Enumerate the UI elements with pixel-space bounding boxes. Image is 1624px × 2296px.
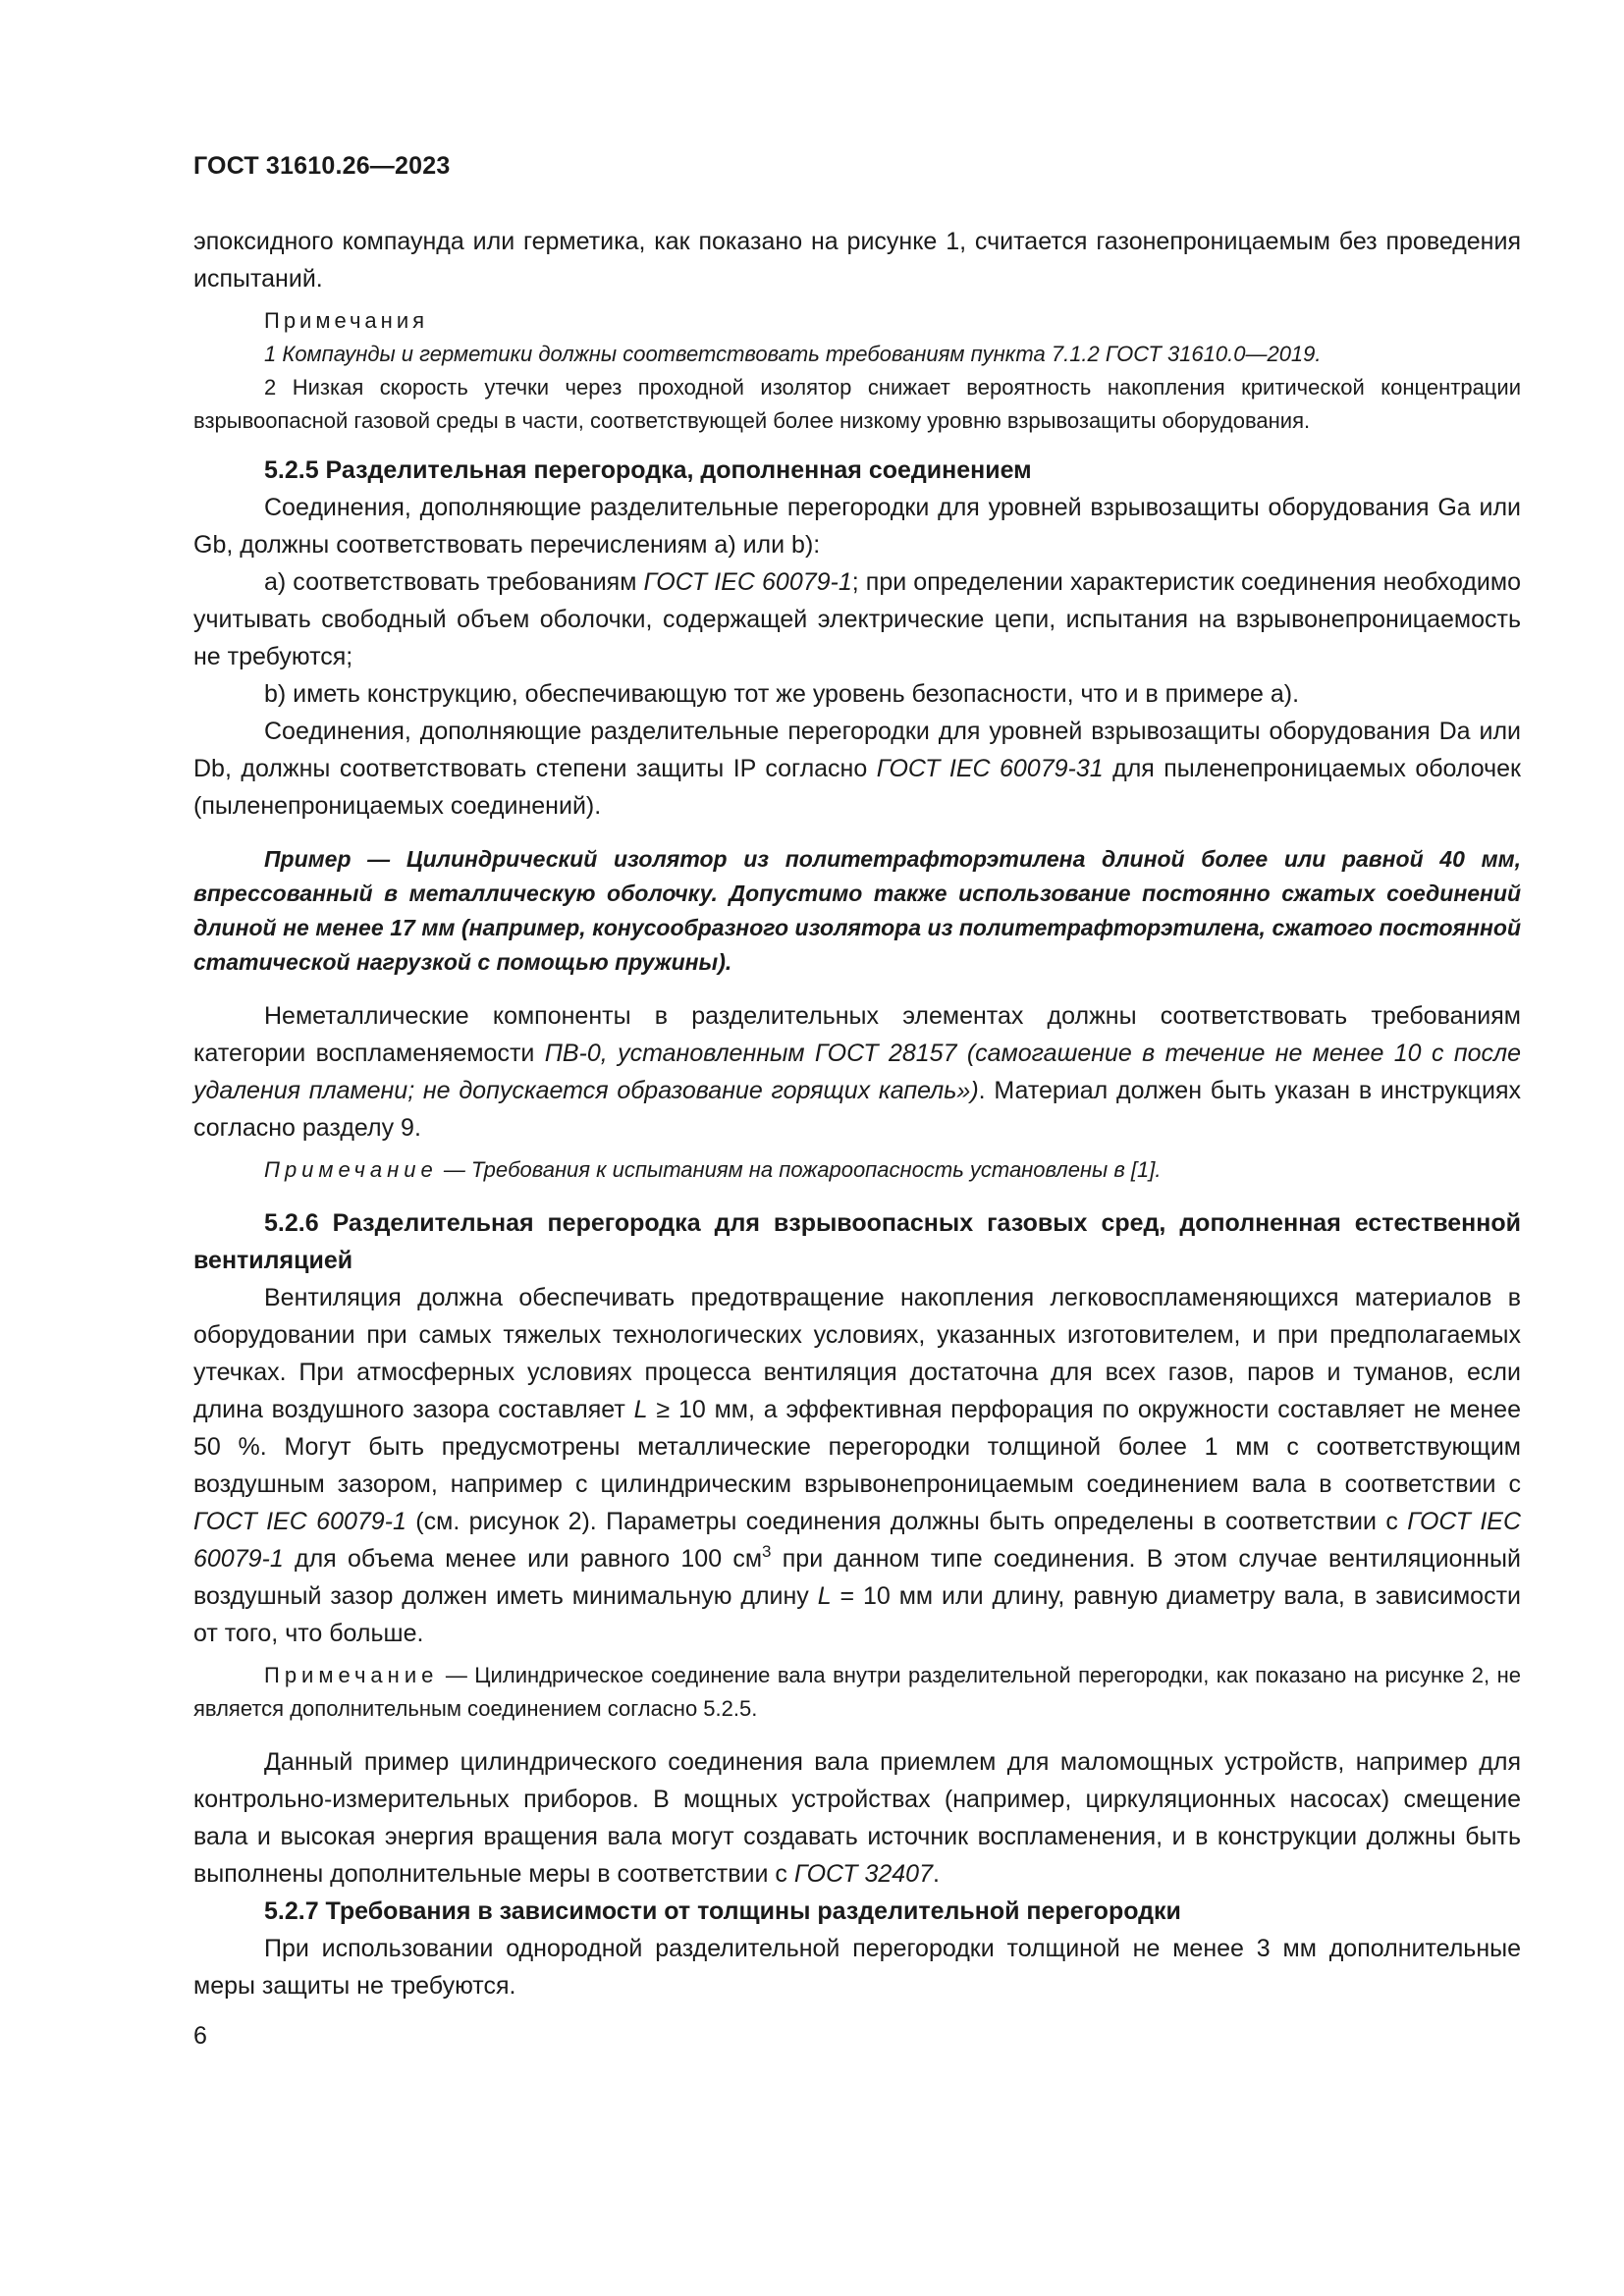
page-number: 6	[193, 2022, 207, 2050]
example-block: Пример — Цилиндрический изолятор из политетрафторэтилена длиной более или равной 40 мм, впрессованный в металлическую оболочку. Допустимо также использование постоянно сжатых соединений длиной не менее 17 мм (например, конусообразного изолятора из политетрафторэтилена, сжатого постоянной статической нагрузкой с помощью пружины).	[193, 846, 1521, 975]
notes-heading: Примечания	[264, 308, 429, 333]
reference-link: ГОСТ IEC 60079-1	[643, 568, 852, 596]
intro-paragraph: эпоксидного компаунда или герметика, как показано на рисунке 1, считается газонепроницаемым без проведения испытаний.	[193, 228, 1521, 293]
reference-link: ГОСТ IEC 60079-31	[876, 755, 1104, 782]
section-5-2-7-title: 5.2.7 Требования в зависимости от толщины разделительной перегородки	[264, 1897, 1181, 1925]
section-5-2-6-paragraph-1: Вентиляция должна обеспечивать предотвращение накопления легковоспламеняющихся материалов в оборудовании при самых тяжелых технологических условиях, указанных изготовителем, и при предполагаемых утечках. При атмосферных условиях процесса вентиляция достаточна для всех газов, паров и туманов, если длина воздушного зазора составляет L ≥ 10 мм, а эффективная перфорация по окружности составляет не менее 50 %. Могут быть предусмотрены металлические перегородки толщиной более 1 мм с соответствующим воздушным зазором, например с цилиндрическим взрывонепроницаемым соединением вала в соответствии с ГОСТ IEC 60079-1 (см. рисунок 2). Параметры соединения должны быть определены в соответствии с ГОСТ IEC 60079-1 для объема менее или равного 100 $см^3$ при данном типе соединения. В этом случае вентиляционный воздушный зазор должен иметь минимальную длину L = 10 мм или длину, равную диаметру вала, в зависимости от того, что больше.	[193, 1284, 1521, 1647]
reference-link: ГОСТ IEC 60079-1	[193, 1508, 1521, 1573]
section-5-2-5-paragraph-1: Соединения, дополняющие разделительные перегородки для уровней взрывозащиты оборудования Ga или Gb, должны соответствовать перечислениям а) или b):	[193, 494, 1521, 559]
list-item-a: а) соответствовать требованиям ГОСТ IEC 60079-1; при определении характеристик соединения необходимо учитывать свободный объем оболочки, содержащей электрические цепи, испытания на взрывонепроницаемость не требуются;	[193, 568, 1521, 670]
section-5-2-6-paragraph-2: Данный пример цилиндрического соединения вала приемлем для маломощных устройств, например для контрольно-измерительных приборов. В мощных устройствах (например, циркуляционных насосах) смещение вала и высокая энергия вращения вала могут создавать источник воспламенения, и в конструкции должны быть выполнены дополнительные меры в соответствии с ГОСТ 32407.	[193, 1748, 1521, 1888]
section-5-2-7-paragraph-1: При использовании однородной разделительной перегородки толщиной не менее 3 мм дополнительные меры защиты не требуются.	[193, 1935, 1521, 2000]
section-5-2-6-note: Примечание — Цилиндрическое соединение вала внутри разделительной перегородки, как показано на рисунке 2, не является дополнительным соединением согласно 5.2.5.	[193, 1663, 1521, 1721]
reference-link: ГОСТ 32407	[793, 1860, 933, 1888]
document-header: ГОСТ 31610.26—2023	[193, 152, 451, 180]
section-5-2-5-note: Примечание — Требования к испытаниям на пожароопасность установлены в [1].	[264, 1157, 1162, 1182]
document-body	[193, 223, 1521, 2004]
section-5-2-5-paragraph-2: Соединения, дополняющие разделительные перегородки для уровней взрывозащиты оборудования Da или Db, должны соответствовать степени защиты IP согласно ГОСТ IEC 60079-31 для пыленепроницаемых оболочек (пыленепроницаемых соединений).	[193, 718, 1521, 820]
list-item-b: b) иметь конструкцию, обеспечивающую тот же уровень безопасности, что и в примере а).	[264, 680, 1300, 708]
section-5-2-6-title: 5.2.6 Разделительная перегородка для взрывоопасных газовых сред, дополненная естественной вентиляцией	[193, 1209, 1521, 1274]
note-2: 2 Низкая скорость утечки через проходной изолятор снижает вероятность накопления критической концентрации взрывоопасной газовой среды в части, соответствующей более низкому уровню взрывозащиты оборудования.	[193, 375, 1521, 433]
section-5-2-5-paragraph-3: Неметаллические компоненты в разделительных элементах должны соответствовать требованиям категории воспламеняемости ПВ-0, установленным ГОСТ 28157 (самогашение в течение не менее 10 с после удаления пламени; не допускается образование горящих капель»). Материал должен быть указан в инструкциях согласно разделу 9.	[193, 1002, 1522, 1142]
note-1: 1 Компаунды и герметики должны соответствовать требованиям пункта 7.1.2 ГОСТ 31610.0—2019.	[264, 342, 1322, 366]
reference-link: ГОСТ IEC 60079-1	[193, 1508, 406, 1535]
section-5-2-5-title: 5.2.5 Разделительная перегородка, дополненная соединением	[264, 456, 1032, 484]
